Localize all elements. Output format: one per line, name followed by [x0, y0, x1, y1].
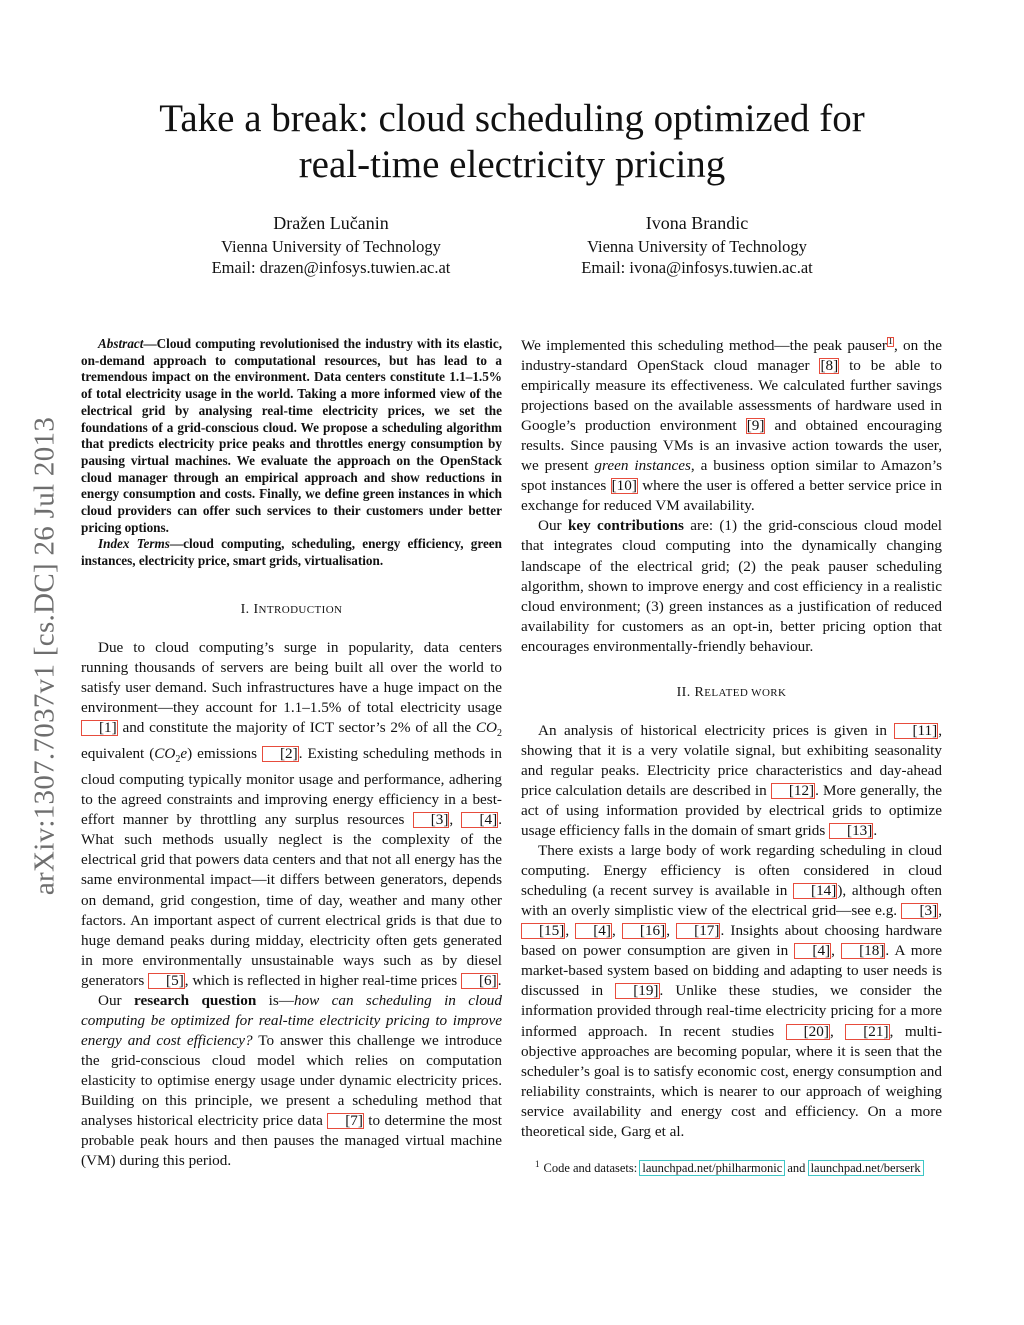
- citation-link[interactable]: [13]: [829, 823, 873, 839]
- left-column: [81, 336, 502, 1171]
- citation-link[interactable]: [18]: [841, 943, 885, 959]
- intro-paragraph-3: We implemented this scheduling method—the peak pauser1, on the industry-standard OpenStack cloud manager [8] to be able to empirically measure its effectiveness. We calculated further savings projections based on the available assessments of hardware used in Google’s production environment [9] and obtained encouraging results. Since pausing VMs is an invasive action towards the user, we present green instances, a business option similar to Amazon’s spot instances [10] where the user is offered a better service price in exchange for reduced VM availability.: [521, 335, 943, 515]
- citation-link[interactable]: [4]: [461, 812, 498, 828]
- title-line-2: real-time electricity pricing: [298, 143, 726, 186]
- citation-link[interactable]: [9]: [746, 417, 765, 435]
- arxiv-sidebar: [0, 0, 80, 1325]
- footnote-marker[interactable]: 1: [887, 335, 893, 347]
- citation-link[interactable]: [14]: [793, 883, 837, 899]
- abstract-text: —Cloud computing revolutionised the industry with its elastic, on-demand approach to computational resources, but has lead to a tremendous impact on the environment. Data centers constitute 1.1–1.5% of total electricity usage in the world. Taking a more informed view of the electrical grid by analysing real-time electricity prices, we set the foundations of a grid-conscious cloud. We propose a scheduling algorithm that predicts electricity price peaks and throttles energy consumption by pausing virtual machines. We evaluate the approach on the OpenStack cloud manager through an empirical approach and show reductions in energy consumption and costs. Finally, we define green instances in which cloud providers can offer such services to their customers under better pricing options.: [81, 336, 502, 535]
- author-block-2: [517, 213, 877, 278]
- citation-link[interactable]: [16]: [622, 923, 666, 939]
- citation-link[interactable]: [8]: [820, 357, 839, 375]
- section-heading-related-work: [521, 683, 942, 703]
- abstract: [81, 336, 502, 536]
- related-paragraph-2: There exists a large body of work regarding scheduling in cloud computing. Energy efficiency is often considered in cloud scheduling (a recent survey is available in [14]), although often with an overly simplistic view of the electrical grid—see e.g. [3], [15], [4], [16], [17]. Insights about choosing hardware based on power consumption are given in [4], [18]. A more market-based system based on bidding and adapting to user needs is discussed in [19]. Unlike these studies, we consider the information provided through real-time electricity pricing for a more informed approach. In recent studies [20], [21], multi-objective approaches are becoming popular, where it is seen that the scheduler’s goal is to satisfy economic cost, energy consumption and reliability constraints, which is nearer to our approach of weighing service availability and energy cost and efficiency. On a more theoretical side, Garg et al.: [521, 842, 942, 1140]
- arxiv-identifier: arXiv:1307.7037v1 [cs.DC] 26 Jul 2013: [28, 416, 61, 896]
- citation-link[interactable]: [19]: [615, 983, 659, 999]
- intro-paragraph-1: Due to cloud computing’s surge in popularity, data centers running thousands of servers are being built all over the world to satisfy user demand. Such infrastructures have a huge impact on the environment—they account for 1.1–1.5% of total electricity usage [1] and constitute the majority of ICT sector’s 2% of all the $CO_2$ equivalent $(CO_2e)$ emissions [2]. Existing scheduling methods in cloud computing typically monitor usage and performance, adhering to the agreed constraints and improving energy efficiency in a best-effort manner by throttling any surplus resources [3], [4]. What such methods usually neglect is the complexity of the electrical grid that powers data centers and that not all energy has the same environmental impact—it differs between generators, depends on demand, grid congestion, time of day, weather and many other factors. An important aspect of current electrical grids is that due to huge demand peaks during midday, electricity often gets generated in more environmentally unsustainable ways such as by diesel generators [5], which is reflected in higher real-time prices [6].: [81, 638, 502, 989]
- index-terms-text: —cloud computing, scheduling, energy efficiency, green instances, electricity price, smart grids, virtualisation.: [81, 536, 502, 569]
- author-email: Email: ivona@infosys.tuwien.ac.at: [581, 258, 813, 277]
- citation-link[interactable]: [3]: [901, 903, 938, 919]
- citation-link[interactable]: [6]: [461, 973, 498, 989]
- author-name: Dražen Lučanin: [273, 213, 389, 233]
- author-affiliation: Vienna University of Technology: [587, 237, 807, 256]
- citation-link[interactable]: [4]: [575, 923, 612, 939]
- title-line-1: Take a break: cloud scheduling optimized for: [159, 97, 865, 140]
- intro-paragraph-2: Our research question is—how can scheduling in cloud computing be optimized for real-time electricity pricing to improve energy and cost efficiency? To answer this challenge we introduce the grid-conscious cloud model which relies on computation elasticity to optimise energy usage under dynamic electricity prices. Building on this principle, we present a scheduling method that analyses historical electricity price data [7] to determine the most probable peak hours and then pauses the managed virtual machine (VM) during this period.: [81, 991, 503, 1170]
- section-numeral: I.: [240, 601, 250, 617]
- citation-link[interactable]: [21]: [845, 1024, 889, 1040]
- section-heading-introduction: [81, 600, 502, 620]
- citation-link[interactable]: [10]: [611, 477, 637, 495]
- philharmonic-link[interactable]: launchpad.net/philharmonic: [642, 1160, 783, 1175]
- footnote-prefix: Code and datasets:: [543, 1160, 641, 1175]
- section-numeral: II.: [676, 684, 691, 700]
- citation-link[interactable]: [1]: [81, 720, 118, 736]
- section-title-first: I: [253, 601, 259, 617]
- citation-link[interactable]: [7]: [327, 1113, 364, 1129]
- citation-link[interactable]: [3]: [413, 812, 450, 828]
- section-title-rest: ELATED WORK: [704, 686, 787, 699]
- footnote-number: 1: [535, 1158, 540, 1169]
- citation-link[interactable]: [15]: [521, 923, 565, 939]
- author-affiliation: Vienna University of Technology: [221, 237, 441, 256]
- related-paragraph-1: An analysis of historical electricity prices is given in [11], showing that it is a very volatile signal, but exhibiting seasonality and regular peaks. Electricity price characteristics and day-ahead price calculation details are described in [12]. More generally, the act of using information provided by electrical grids to optimize usage efficiency falls in the domain of smart grids [13].: [521, 721, 943, 840]
- footnote: $^1$ Code and datasets: launchpad.net/philharmonic and launchpad.net/berserk: [535, 1158, 921, 1175]
- author-email: Email: drazen@infosys.tuwien.ac.at: [211, 258, 451, 277]
- citation-link[interactable]: [4]: [794, 943, 831, 959]
- abstract-label: Abstract: [98, 336, 144, 351]
- index-terms: [81, 536, 502, 569]
- right-column: [521, 336, 942, 1176]
- citation-link[interactable]: [11]: [894, 723, 938, 739]
- section-title-rest: NTRODUCTION: [258, 603, 343, 616]
- author-name: Ivona Brandic: [645, 213, 749, 233]
- citation-link[interactable]: [17]: [676, 923, 720, 939]
- author-block-1: [151, 213, 511, 278]
- section-title-first: R: [694, 684, 705, 700]
- intro-paragraph-4: Our key contributions are: (1) the grid-conscious cloud model that integrates cloud computing into the dynamically changing landscape of the electrical grid; (2) the peak pauser scheduling algorithm, shown to improve energy and cost efficiency in a realistic cloud environment; (3) green instances as a justification of reduced availability for customers as an opt-in, better pricing option that encourages environmentally-friendly behaviour.: [521, 517, 943, 655]
- citation-link[interactable]: [5]: [148, 973, 185, 989]
- paper-title: [112, 96, 912, 188]
- citation-link[interactable]: [12]: [771, 783, 815, 799]
- berserk-link[interactable]: launchpad.net/berserk: [810, 1160, 921, 1175]
- citation-link[interactable]: [20]: [786, 1024, 830, 1040]
- index-terms-label: Index Terms: [98, 536, 170, 552]
- citation-link[interactable]: [2]: [262, 746, 299, 762]
